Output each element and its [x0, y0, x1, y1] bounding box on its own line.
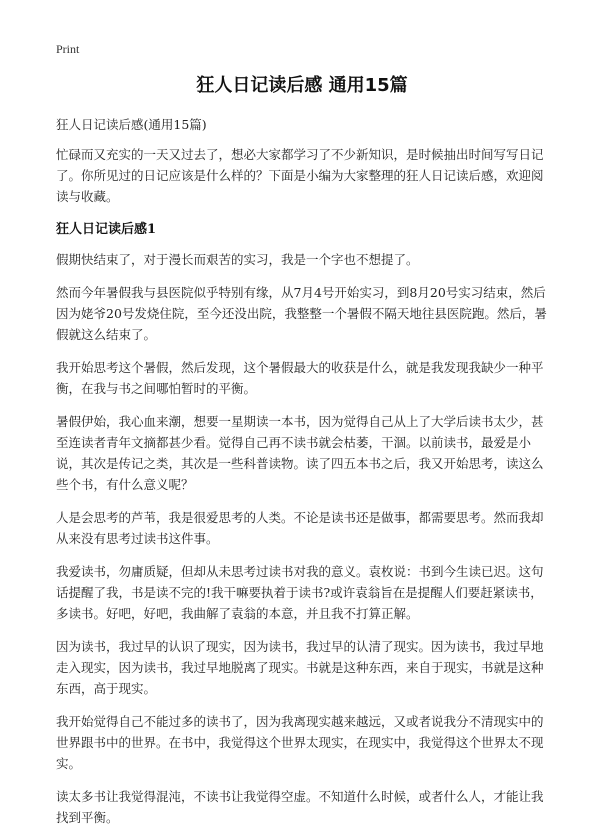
document-page [56, 42, 548, 840]
body-paragraph-5: 人是会思考的芦苇，我是很爱思考的人类。不论是读书还是做事，都需要思考。然而我却从来没有思考过读书这件事。 [56, 510, 544, 546]
body-paragraph-8: 我开始觉得自己不能过多的读书了，因为我离现实越来越远，又或者说我分不清现实中的世界跟书中的世界。在书中，我觉得这个世界太现实，在现实中，我觉得这个世界太不现实。 [56, 714, 544, 771]
body-paragraph-7: 因为读书，我过早的认识了现实，因为读书，我过早的认清了现实。因为读书，我过早地走入现实，因为读书，我过早地脱离了现实。书就是这种东西，来自于现实，书就是这种东西，高于现实。 [56, 639, 544, 696]
body-paragraph-9: 读太多书让我觉得混沌，不读书让我觉得空虚。不知道什么时候，或者什么人，才能让我找到平衡。 [56, 789, 544, 825]
body-paragraph-4: 暑假伊始，我心血来潮，想要一星期读一本书，因为觉得自己从上了大学后读书太少，甚至连读者青年文摘都甚少看。觉得自己再不读书就会枯萎，干涸。以前读书，最爱是小说，其次是传记之类，其次是一些科普读物。读了四五本书之后，我又开始思考，读这么些个书，有什么意义呢？ [56, 414, 544, 492]
document-title: 狂人日记读后感 通用15篇 [196, 75, 408, 96]
body-paragraph-6: 我爱读书，勿庸质疑，但却从未思考过读书对我的意义。袁枚说：书到今生读已迟。这句话提醒了我，书是读不完的!我干嘛要执着于读书?或许袁翁旨在是提醒人们要赶紧读书，多读书。好吧，好吧，我曲解了袁翁的本意，并且我不打算正解。 [56, 564, 544, 621]
body-paragraph-2: 然而今年暑假我与县医院似乎特别有缘，从7月4号开始实习，到8月20号实习结束，然后因为姥爷20号发烧住院，至今还没出院，我整整一个暑假不隔天地往县医院跑。然后，暑假就这么结束了。 [56, 285, 547, 342]
document-subtitle: 狂人日记读后感(通用15篇) [56, 117, 207, 132]
print-link[interactable]: Print [56, 42, 80, 56]
body-paragraph-1: 假期快结束了，对于漫长而艰苦的实习，我是一个字也不想提了。 [56, 252, 419, 267]
section-heading: 狂人日记读后感1 [56, 222, 157, 237]
intro-paragraph: 忙碌而又充实的一天又过去了，想必大家都学习了不少新知识，是时候抽出时间写写日记了。你所见过的日记应该是什么样的？下面是小编为大家整理的狂人日记读后感，欢迎阅读与收藏。 [56, 147, 544, 204]
body-paragraph-3: 我开始思考这个暑假，然后发现，这个暑假最大的收获是什么，就是我发现我缺少一种平衡，在我与书之间哪怕暂时的平衡。 [56, 360, 544, 396]
